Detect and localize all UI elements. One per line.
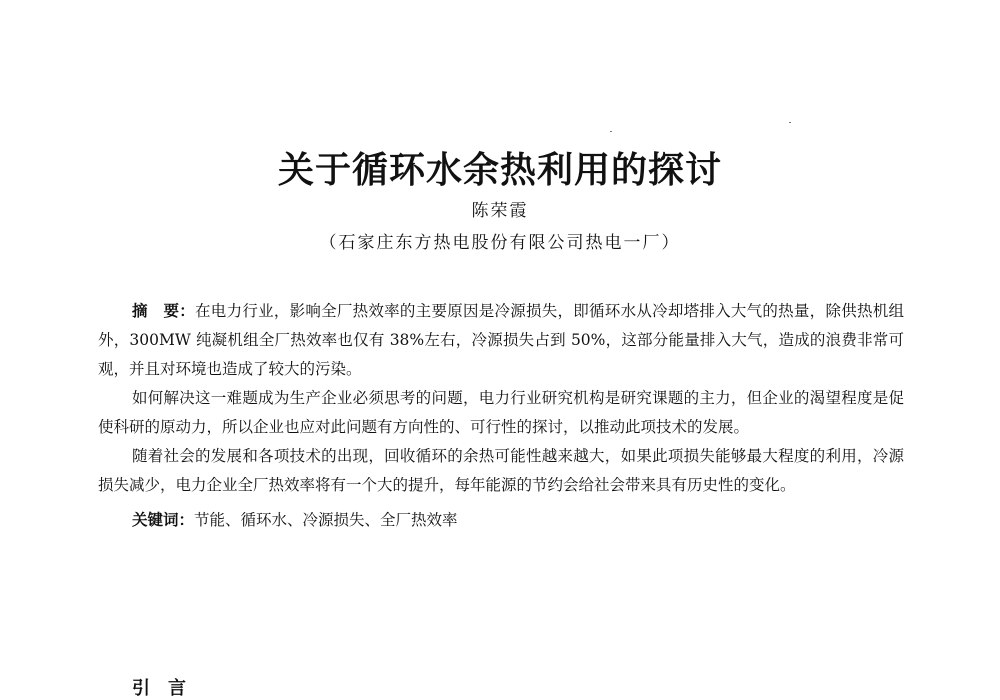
keywords-text: 节能、循环水、冷源损失、全厂热效率 xyxy=(194,511,458,529)
abstract-label: 摘 要： xyxy=(132,302,196,320)
body-paragraph: 如何解决这一难题成为生产企业必须思考的问题，电力行业研究机构是研究课题的主力，但企业的渴望程度是促使科研的原动力，所以企业也应对此问题有方向性的、可行性的探讨，以推动此项技术的发展。 xyxy=(98,389,904,436)
author-affiliation: （石家庄东方热电股份有限公司热电一厂） xyxy=(319,233,681,253)
scan-speck xyxy=(610,131,612,132)
keywords-line xyxy=(98,506,904,535)
scan-speck xyxy=(789,122,791,123)
body-paragraph: 随着社会的发展和各项技术的出现，回收循环的余热可能性越来越大，如果此项损失能够最大程度的利用，冷源损失减少，电力企业全厂热效率将有一个大的提升，每年能源的节约会给社会带来具有历史性的变化。 xyxy=(98,447,904,494)
section-heading-introduction: 引 言 xyxy=(132,678,186,699)
paper-body xyxy=(98,297,904,535)
keywords-label: 关键词： xyxy=(132,511,195,529)
abstract-paragraph xyxy=(98,297,904,384)
author-name: 陈荣霞 xyxy=(471,201,529,221)
paper-title: 关于循环水余热利用的探讨 xyxy=(277,150,722,191)
abstract-text: 在电力行业，影响全厂热效率的主要原因是冷源损失，即循环水从冷却塔排入大气的热量，除供热机组外，300MW 纯凝机组全厂热效率也仅有 38%左右，冷源损失占到 50%，这部分能量排入大气，造成的浪费非常可观，并且对环境也造成了较大的污染。 xyxy=(98,302,904,378)
